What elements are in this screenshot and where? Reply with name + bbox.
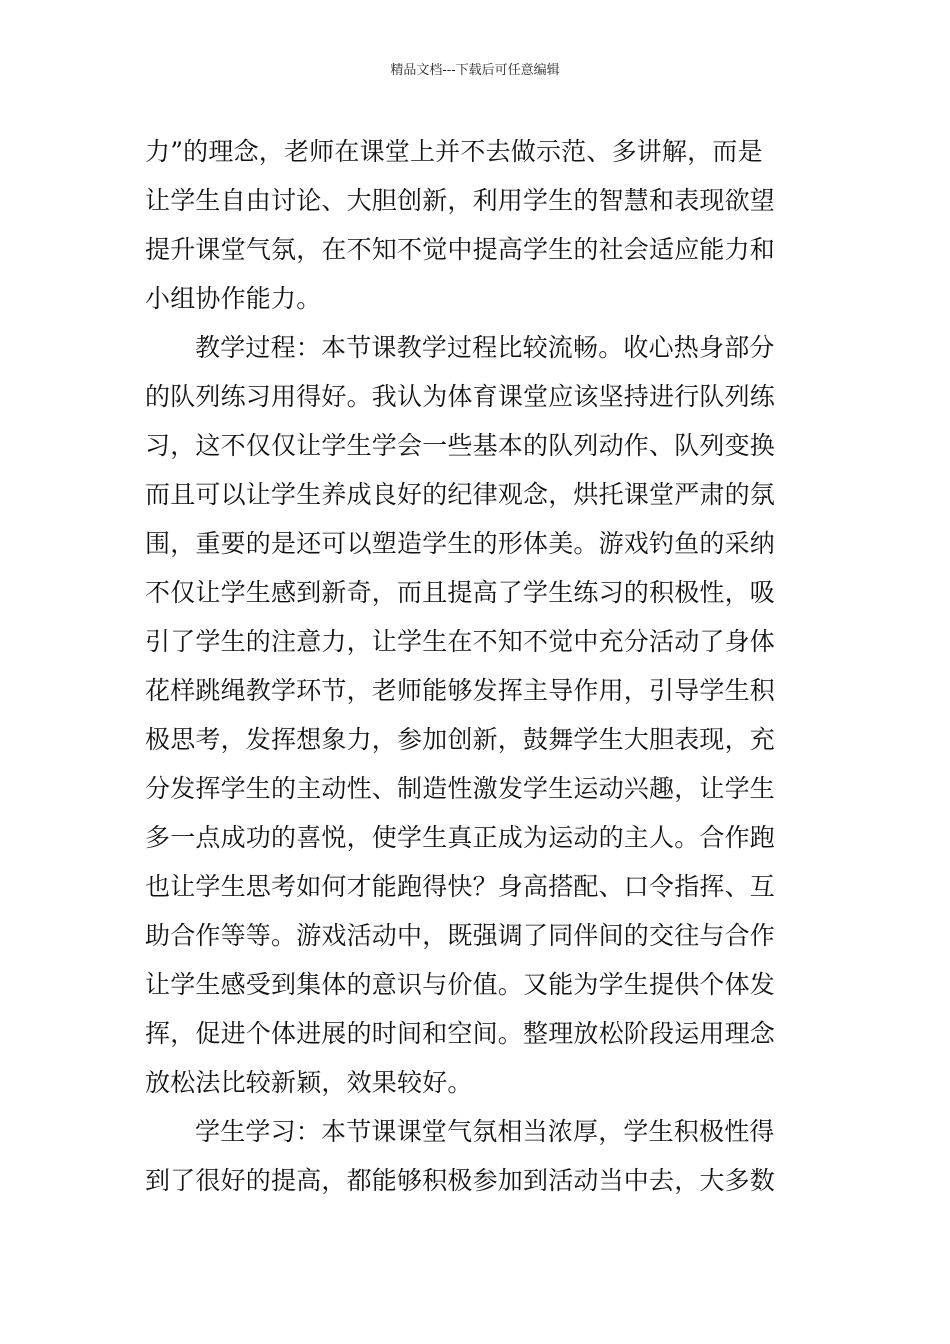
text-line: 引了学生的注意力，让学生在不知不觉中充分活动了身体 xyxy=(145,627,776,656)
text-line: 助合作等等。游戏活动中，既强调了同伴间的交往与合作 xyxy=(145,921,776,950)
text-line: 花样跳绳教学环节，老师能够发挥主导作用，引导学生积 xyxy=(145,676,776,705)
document-body xyxy=(145,127,815,1205)
text-line: 挥，促进个体进展的时间和空间。整理放松阶段运用理念 xyxy=(145,1019,776,1048)
text-line: 极思考，发挥想象力，参加创新，鼓舞学生大胆表现，充 xyxy=(145,725,776,754)
text-line: 习，这不仅仅让学生学会一些基本的队列动作、队列变换 xyxy=(145,431,776,460)
text-line: 也让学生思考如何才能跑得快？身高搭配、口令指挥、互 xyxy=(145,872,776,901)
text-line: 让学生感受到集体的意识与价值。又能为学生提供个体发 xyxy=(145,970,776,999)
text-line: 围，重要的是还可以塑造学生的形体美。游戏钓鱼的采纳 xyxy=(145,529,776,558)
text-line: 不仅让学生感到新奇，而且提高了学生练习的积极性，吸 xyxy=(145,578,776,607)
text-line: 小组协作能力。 xyxy=(145,284,322,313)
text-line: 放松法比较新颖，效果较好。 xyxy=(145,1068,473,1097)
text-line: 让学生自由讨论、大胆创新，利用学生的智慧和表现欲望 xyxy=(145,186,776,215)
text-line: 多一点成功的喜悦，使学生真正成为运动的主人。合作跑 xyxy=(145,823,776,852)
page-header: 精品文档---下载后可任意编辑 xyxy=(390,63,560,78)
text-line: 而且可以让学生养成良好的纪律观念，烘托课堂严肃的氛 xyxy=(145,480,776,509)
text-line: 的队列练习用得好。我认为体育课堂应该坚持进行队列练 xyxy=(145,382,776,411)
paragraph-start-line: 学生学习：本节课课堂气氛相当浓厚，学生积极性得 xyxy=(195,1117,775,1146)
text-line: 分发挥学生的主动性、制造性激发学生运动兴趣，让学生 xyxy=(145,774,776,803)
paragraph-start-line: 教学过程：本节课教学过程比较流畅。收心热身部分 xyxy=(195,333,775,362)
text-line: 力”的理念，老师在课堂上并不去做示范、多讲解，而是 xyxy=(145,137,763,166)
text-line: 到了很好的提高，都能够积极参加到活动当中去，大多数 xyxy=(145,1166,776,1195)
text-line: 提升课堂气氛，在不知不觉中提高学生的社会适应能力和 xyxy=(145,235,776,264)
